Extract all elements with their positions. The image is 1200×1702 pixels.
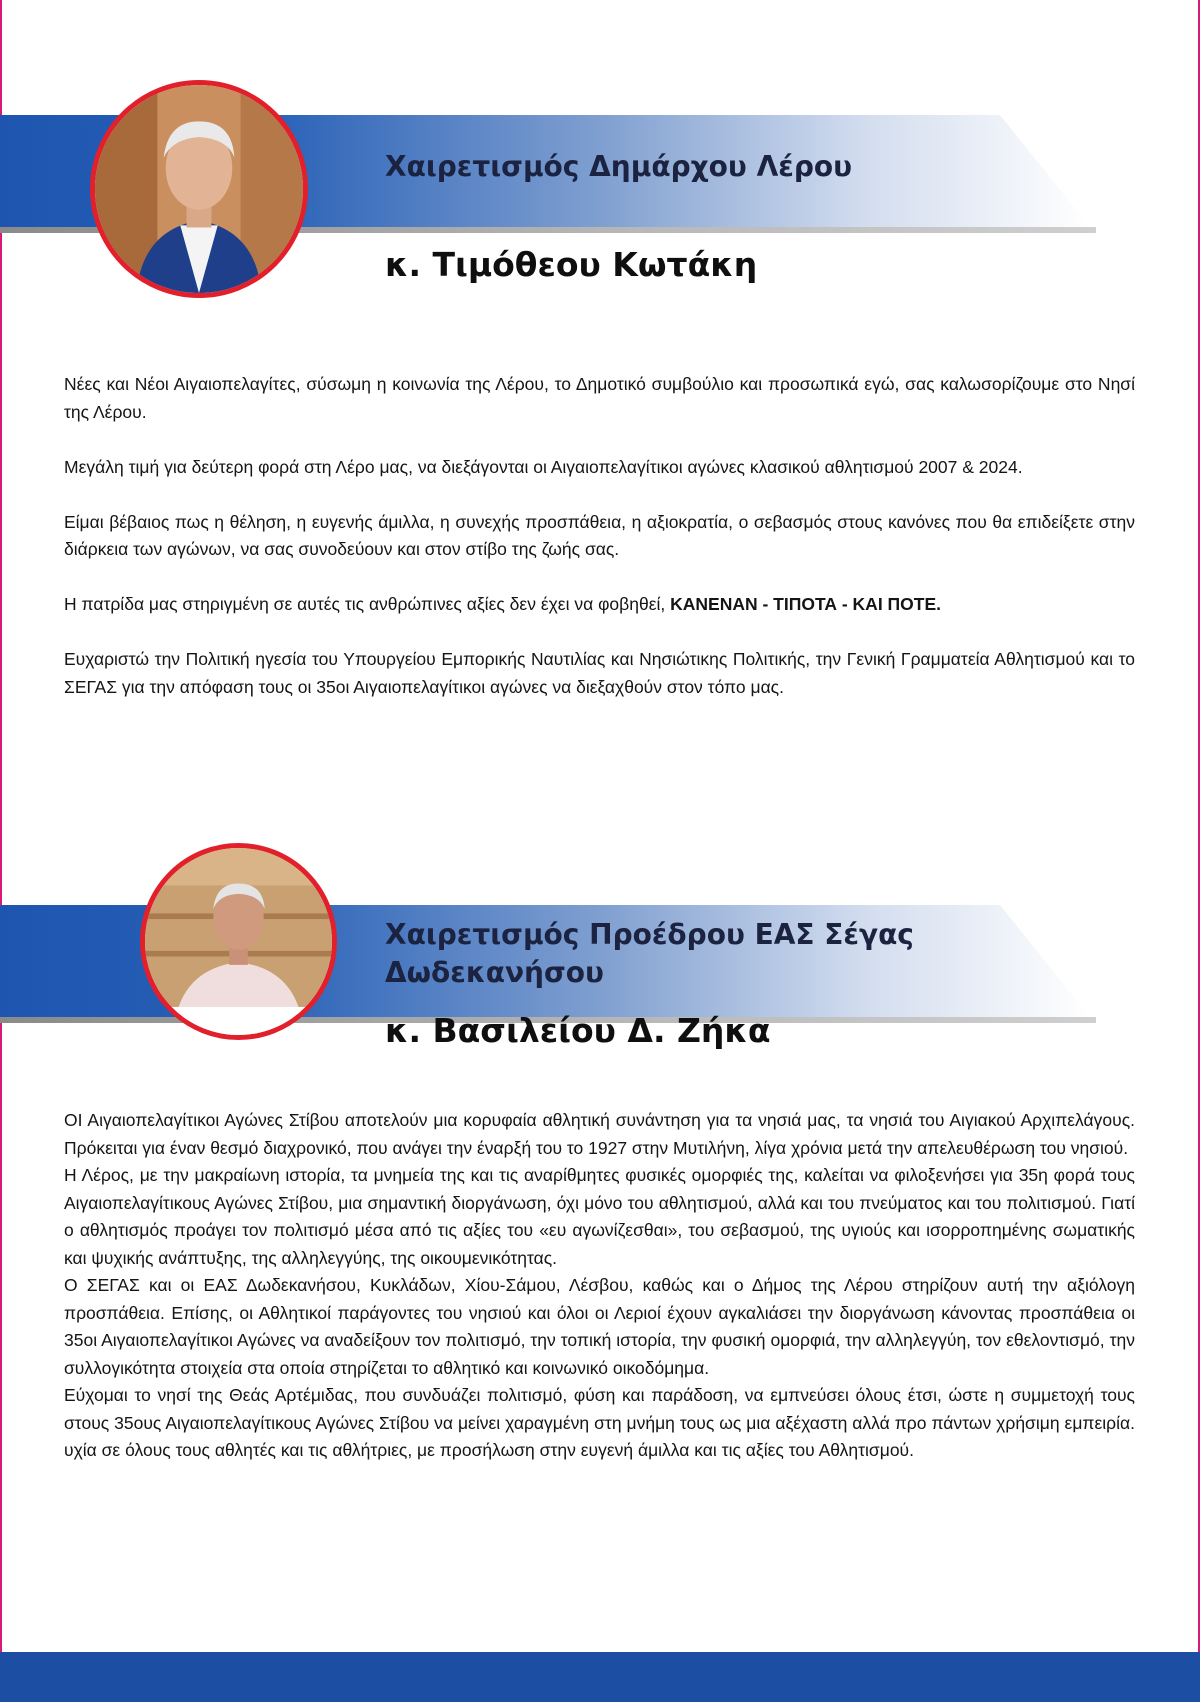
section1-paragraph-3: Είμαι βέβαιος πως η θέληση, η ευγενής άμιλλα, η συνεχής προσπάθεια, η αξιοκρατία, ο σεβασμός στους κανόνες που θα επιδείξετε στην διάρκεια των αγώνων, να σας συνοδεύουν και στον στίβο της ζωής σας.	[64, 511, 1135, 559]
section1-paragraph-5: Ευχαριστώ την Πολιτική ηγεσία του Υπουργείου Εμπορικής Ναυτιλίας και Νησιώτικης Πολιτικής, την Γενική Γραμματεία Αθλητισμού και το ΣΕΓΑΣ για την απόφαση τους οι 35οι Αιγαιοπελαγίτικοι αγώνες να διεξαχθούν στον τόπο μας.	[64, 649, 1135, 697]
section2-body	[64, 1107, 1135, 1465]
section2-paragraph-1: ΟΙ Αιγαιοπελαγίτικοι Αγώνες Στίβου αποτελούν μια κορυφαία αθλητική συνάντηση για τα νησιά μας, τα νησιά του Αιγιακού Αρχιπελάγους. Πρόκειται για έναν θεσμό διαχρονικό, που ανάγει την έναρξή του το 1927 στην Μυτιλήνη, λίγα χρόνια μετά την απελευθέρωση του νησιού.	[64, 1110, 1135, 1158]
section1-paragraph-1: Νέες και Νέοι Αιγαιοπελαγίτες, σύσωμη η κοινωνία της Λέρου, το Δημοτικό συμβούλιο και προσωπικά εγώ, σας καλωσορίζουμε στο Νησί της Λέρου.	[64, 374, 1135, 422]
president-photo-illustration	[145, 848, 332, 1035]
section1-heading: Χαιρετισμός Δημάρχου Λέρου	[385, 150, 853, 183]
president-portrait	[140, 843, 337, 1040]
section2-person-name: κ. Βασιλείου Δ. Ζήκα	[385, 1011, 771, 1050]
page-frame-left	[0, 0, 2, 1702]
section2-heading: Χαιρετισμός Προέδρου ΕΑΣ Σέγας Δωδεκανήσου	[385, 918, 914, 989]
section2-paragraph-2: Η Λέρος, με την μακραίωνη ιστορία, τα μνημεία της και τις αναρίθμητες φυσικές ομορφιές της, καλείται να φιλοξενήσει για 35η φορά τους Αιγαιοπελαγίτικους Αγώνες Στίβου, μια σημαντική διοργάνωση, όχι μόνο του αθλητισμού, αλλά και του πνεύματος και του πολιτισμού. Γιατί ο αθλητισμός προάγει τον πολιτισμό μέσα από τις αξίες του «ευ αγωνίζεσθαι», του σεβασμού, της υγιούς και ισορροπημένης σωματικής και ψυχικής ανάπτυξης, της αλληλεγγύης, της οικουμενικότητας.	[64, 1165, 1135, 1268]
section1-paragraph-4-text: Η πατρίδα μας στηριγμένη σε αυτές τις ανθρώπινες αξίες δεν έχει να φοβηθεί,	[64, 594, 671, 614]
section1-person-name: κ. Τιμόθεου Κωτάκη	[385, 245, 758, 284]
section1-paragraph-4	[64, 591, 1135, 619]
section2-paragraph-4: Εύχομαι το νησί της Θεάς Αρτέμιδας, που συνδυάζει πολιτισμό, φύση και παράδοση, να εμπνεύσει όλους έτσι, ώστε η συμμετοχή τους στους 35ους Αιγαιοπελαγίτικους Αγώνες Στίβου να μείνει χαραγμένη στη μνήμη τους ως μια αξέχαστη αλλά προ πάντων χρήσιμη εμπειρία. υχία σε όλους τους αθλητές και τις αθλήτριες, με προσήλωση στην ευγενή άμιλλα και τις αξίες του Αθλητισμού.	[64, 1385, 1135, 1460]
section1-body	[64, 371, 1135, 729]
section1-paragraph-2: Μεγάλη τιμή για δεύτερη φορά στη Λέρο μας, να διεξάγονται οι Αιγαιοπελαγίτικοι αγώνες κλασικού αθλητισμού 2007 & 2024.	[64, 456, 1023, 477]
mayor-portrait	[90, 80, 308, 298]
section2-paragraph-3: Ο ΣΕΓΑΣ και οι ΕΑΣ Δωδεκανήσου, Κυκλάδων, Χίου-Σάμου, Λέσβου, καθώς και ο Δήμος της Λέρου στηρίζουν αυτή την αξιόλογη προσπάθεια. Επίσης, οι Αθλητικοί παράγοντες του νησιού και όλοι οι Λεριοί έχουν αγκαλιάσει την διοργάνωση κάνοντας προσπάθεια οι 35οι Αιγαιοπελαγίτικοι Αγώνες να αναδείξουν τον πολιτισμό, την τοπική ιστορία, την φυσική ομορφιά, την αλληλεγγύη, τον εθελοντισμό, την συλλογικότητα στοιχεία στα οποία στηρίζεται το αθλητικό και κοινωνικό οικοδόμημα.	[64, 1275, 1135, 1378]
mayor-photo-illustration	[95, 85, 303, 293]
section1-paragraph-4-emphasis: ΚΑΝΕΝΑΝ - ΤΙΠΟΤΑ - ΚΑΙ ΠΟΤΕ.	[670, 594, 942, 614]
footer-bar	[0, 1652, 1200, 1702]
